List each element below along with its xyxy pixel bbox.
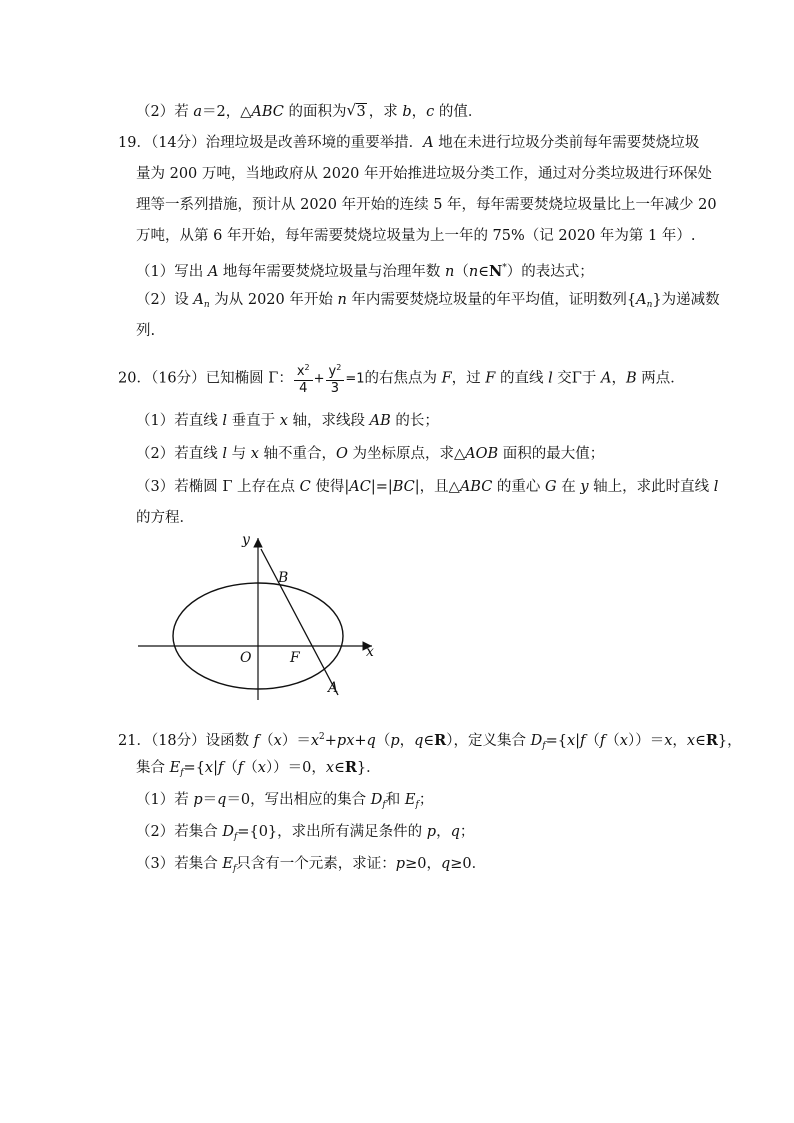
label-y: y (242, 532, 250, 548)
q21-number: 21． (118, 733, 151, 749)
q19-part1: （1）写出 A 地每年需要焚烧垃圾量与治理年数 n（n∈N*）的表达式； (136, 263, 594, 280)
q21-part2: （2）若集合 $D_f=\{0\}$，求出所有满足条件的 p，q； (136, 824, 475, 842)
q21-line-1: 21．（18分）设函数 $f(x)=x^2+px+q(p$，q∈R），定义集合 $D_f=\{x|f(f(x))=x$，x∈R}， (118, 732, 742, 751)
fraction-x2-over-4: $\frac{x^2}{4}$ (294, 360, 313, 397)
q19-score: （14分） (150, 135, 206, 151)
q19-line-4: 万吨，从第 6 年开始，每年需要焚烧垃圾量为上一年的 75%（记 2020 年为第 1 年）. (136, 228, 696, 244)
q20-part2: （2）若直线 l 与 x 轴不重合，O 为坐标原点，求△AOB 面积的最大值； (136, 446, 605, 462)
q20-stem: 20．（16分）已知椭圆 Γ： $\frac{x^2}{4}$ + $\frac{y^2}{3}$ =1的右焦点为 F，过 F 的直线 l 交Γ于 A，B 两点． (118, 360, 685, 397)
q19-part2-line2: 列. (136, 323, 156, 339)
label-x: x (366, 644, 374, 660)
q20-score: （16分） (150, 370, 206, 387)
q19-line-2: 量为 200 万吨，当地政府从 2020 年开始推进垃圾分类工作，通过对分类垃圾进行环保处 (136, 166, 713, 182)
sqrt-symbol: √ 3 (346, 101, 366, 120)
fraction-y2-over-3: $\frac{y^2}{3}$ (326, 360, 345, 397)
q19-part2-line1: （2）设 $A_n$ 为从 2020 年开始 n 年内需要焚烧垃圾量的年平均值，证明数列$\{A_n\}$为递减数 (136, 292, 720, 310)
label-B: B (278, 570, 289, 586)
q21-part1: （1）若 p＝q＝0，写出相应的集合 $D_f$和 $E_f$； (136, 792, 434, 810)
q20-number: 20． (118, 370, 151, 387)
q19-number: 19． (118, 135, 151, 151)
q19-line-1: 19．（14分）治理垃圾是改善环境的重要举措．A 地在未进行垃圾分类前每年需要焚烧垃圾 (118, 135, 700, 151)
label-F: F (290, 650, 300, 666)
q18-part2: （2）若 a＝2，△ABC 的面积为 √ 3 ，求 b，c 的值． (136, 101, 483, 120)
q21-part3: （3）若集合 $E_f$只含有一个元素，求证：p≥0，q≥0． (136, 856, 487, 874)
q21-score: （18分） (150, 733, 206, 749)
line-l (261, 549, 338, 695)
ellipse-figure (130, 530, 390, 710)
label-A: A (328, 680, 339, 696)
q19-line-3: 理等一系列措施，预计从 2020 年开始的连续 5 年，每年需要焚烧垃圾量比上一年减少 20 (136, 197, 717, 213)
label-O: O (240, 650, 252, 666)
q20-part3-line2: 的方程． (136, 510, 194, 526)
q20-part3-line1: （3）若椭圆 Γ 上存在点 C 使得|AC|=|BC|，且△ABC 的重心 G 在 y 轴上，求此时直线 l (136, 479, 719, 495)
q20-part1: （1）若直线 l 垂直于 x 轴，求线段 AB 的长； (136, 413, 439, 429)
q21-line-2: 集合 $E_f=\{x|f(f(x))=0$，x∈R}． (136, 759, 381, 778)
